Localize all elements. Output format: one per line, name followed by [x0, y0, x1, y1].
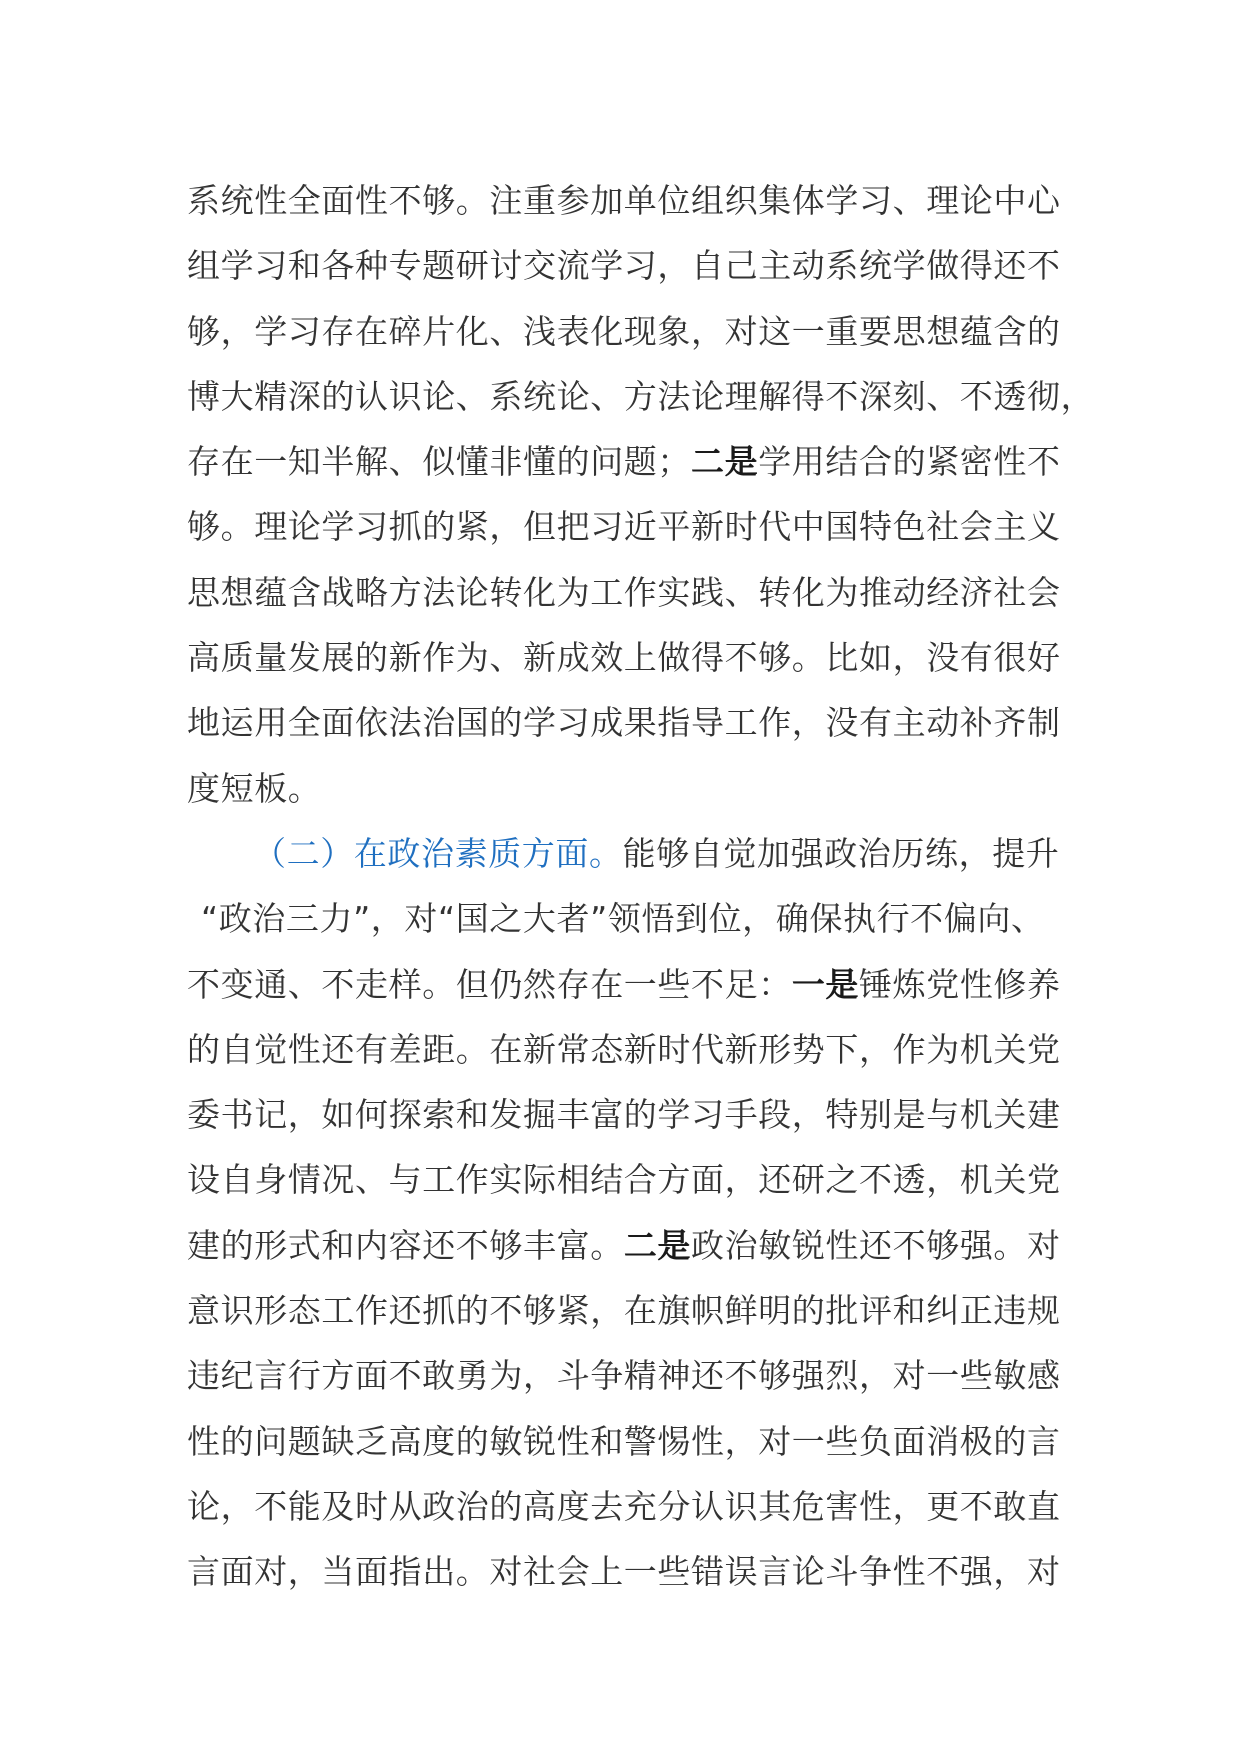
text-span: 学用结合的紧密性不 [758, 442, 1061, 482]
text-line: 度短板。 [187, 768, 322, 808]
text-span: 建的形式和内容还不够丰富。 [187, 1225, 624, 1265]
text-line [187, 952, 1067, 1017]
text-line [187, 1213, 1067, 1278]
text-span: 能够自觉加强政治历练，提升 [622, 833, 1060, 873]
text-line: 言面对，当面指出。对社会上一些错误言论斗争性不强，对 [187, 1552, 1061, 1592]
text-line: 设自身情况、与工作实际相结合方面，还研之不透，机关党 [187, 1160, 1061, 1200]
text-line: “政治三力”，对“国之大者”领悟到位，确保执行不偏向、 [201, 899, 1045, 939]
emphasis-marker: 二是 [623, 1225, 692, 1265]
text-line: 博大精深的认识论、系统论、方法论理解得不深刻、不透彻， [187, 376, 1095, 416]
text-line: 的自觉性还有差距。在新常态新时代新形势下，作为机关党 [187, 1029, 1061, 1069]
paragraph-1 [187, 168, 1095, 821]
text-line: 性的问题缺乏高度的敏锐性和警惕性，对一些负面消极的言 [187, 1421, 1061, 1461]
text-line: 高质量发展的新作为、新成效上做得不够。比如，没有很好 [187, 638, 1061, 678]
text-span: 不变通、不走样。但仍然存在一些不足： [187, 964, 792, 1004]
text-line: 够，学习存在碎片化、浅表化现象，对这一重要思想蕴含的 [187, 311, 1061, 351]
paragraph-2 [187, 821, 1067, 1605]
text-line: 地运用全面依法治国的学习成果指导工作，没有主动补齐制 [187, 703, 1061, 743]
document-body [187, 168, 1095, 1605]
text-line [187, 821, 1067, 886]
text-line: 组学习和各种专题研讨交流学习，自己主动系统学做得还不 [187, 246, 1061, 286]
text-line: 够。理论学习抓的紧，但把习近平新时代中国特色社会主义 [187, 507, 1061, 547]
text-line: 意识形态工作还抓的不够紧，在旗帜鲜明的批评和纠正违规 [187, 1291, 1061, 1331]
text-span: 存在一知半解、似懂非懂的问题； [187, 442, 691, 482]
text-line: 系统性全面性不够。注重参加单位组织集体学习、理论中心 [187, 181, 1061, 220]
text-line: 论，不能及时从政治的高度去充分认识其危害性，更不敢直 [187, 1486, 1061, 1526]
emphasis-marker: 二是 [691, 442, 759, 482]
text-span: 政治敏锐性还不够强。对 [691, 1225, 1061, 1265]
emphasis-marker: 一是 [791, 964, 860, 1004]
text-line: 违纪言行方面不敢勇为，斗争精神还不够强烈，对一些敏感 [187, 1356, 1061, 1396]
text-span: 锤炼党性修养 [859, 964, 1061, 1004]
text-line: 委书记，如何探索和发掘丰富的学习手段，特别是与机关建 [187, 1095, 1061, 1135]
text-line [187, 429, 1067, 494]
text-line: 思想蕴含战略方法论转化为工作实践、转化为推动经济社会 [187, 572, 1061, 612]
section-heading: （二）在政治素质方面。 [253, 833, 623, 873]
